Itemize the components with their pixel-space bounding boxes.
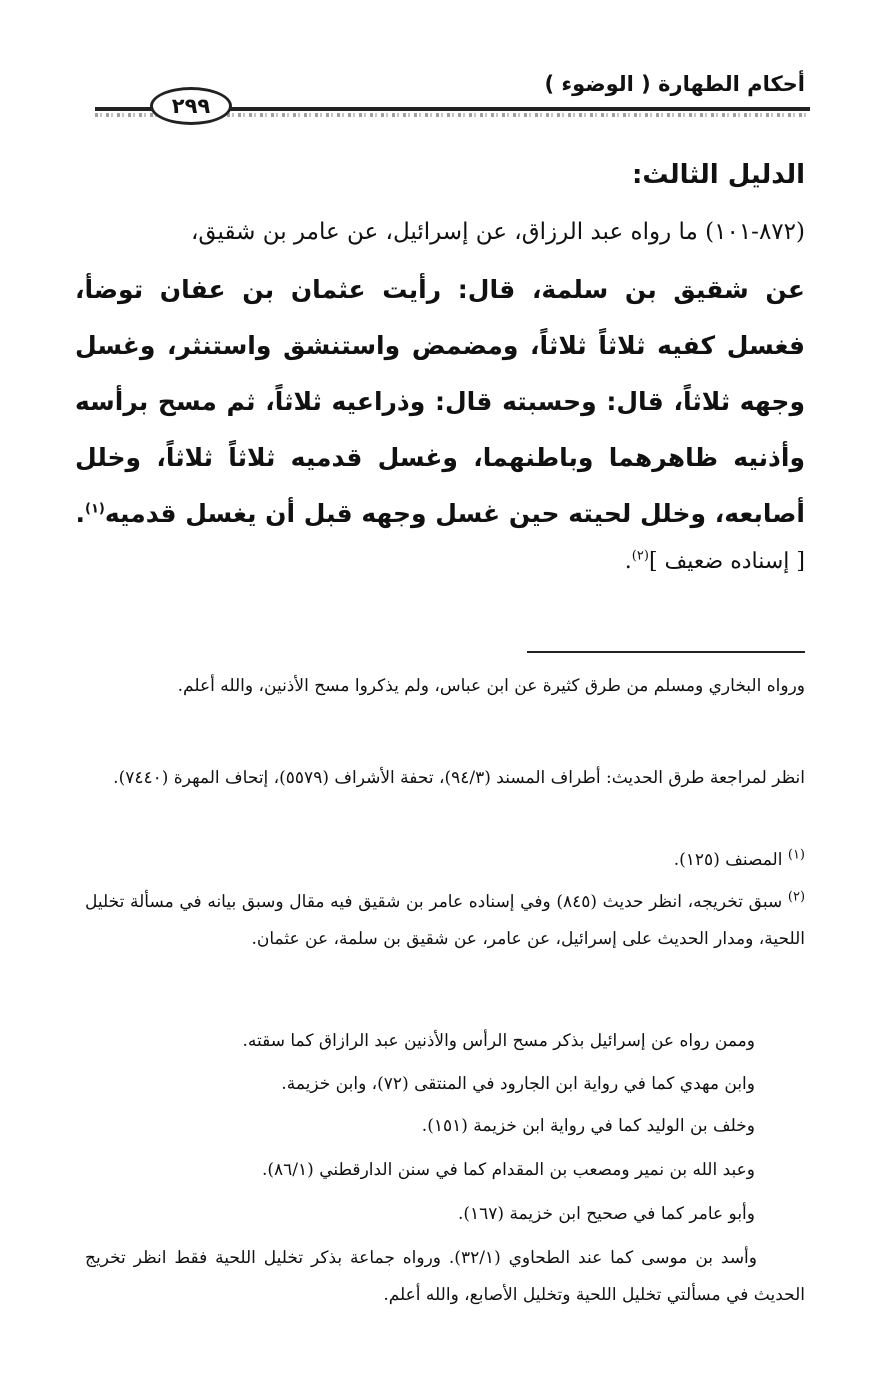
footnote-ref-1: (١) xyxy=(85,501,105,517)
section-heading: الدليل الثالث: xyxy=(631,160,805,190)
footnote-separator xyxy=(527,651,805,653)
footnote-line: وعبد الله بن نمير ومصعب بن المقدام كما في سنن الدارقطني (٨٦/١). xyxy=(261,1160,755,1180)
hadith-end: . xyxy=(75,499,86,528)
hadith-body: عن شقيق بن سلمة، قال: رأيت عثمان بن عفان توضأ، فغسل كفيه ثلاثاً ثلاثاً، ومضمض واستنشق واستنثر، وغسل وجهه ثلاثاً، قال: وحسبته قال: وذراعيه ثلاثاً، ثم مسح برأسه وأذنيه ظاهرهما وباطنهما، وغسل قدميه ثلاثاً ثلاثاً، وخلل أصابعه، وخلل لحيته حين غسل وجهه قبل أن يغسل قدميه xyxy=(75,275,805,528)
isnad-grade xyxy=(75,542,805,582)
footnote-2 xyxy=(85,884,805,958)
grade-end: . xyxy=(624,549,632,574)
page-number: ٢٩٩ xyxy=(171,94,211,118)
footnote-line: وابن مهدي كما في رواية ابن الجارود في المنتقى (٧٢)، وابن خزيمة. xyxy=(281,1074,755,1094)
hadith-text xyxy=(75,262,805,542)
footnote-last-paragraph: وأسد بن موسى كما عند الطحاوي (٣٢/١). ورواه جماعة بذكر تخليل اللحية فقط انظر تخريج الحديث في مسألتي تخليل اللحية وتخليل الأصابع، والله أعلم. xyxy=(85,1248,805,1305)
footnote-carryover-2: انظر لمراجعة طرق الحديث: أطراف المسند (٩٤/٣)، تحفة الأشراف (٥٥٧٩)، إتحاف المهرة (٧٤٤٠). xyxy=(113,768,805,788)
footnote-2-marker: (٢) xyxy=(787,889,806,905)
footnote-1-marker: (١) xyxy=(787,847,805,863)
footnote-carryover-1: ورواه البخاري ومسلم من طرق كثيرة عن ابن عباس، ولم يذكروا مسح الأذنين، والله أعلم. xyxy=(177,676,805,696)
grade-text: [ إسناده ضعيف ] xyxy=(648,549,805,574)
footnote-2-text: سبق تخريجه، انظر حديث (٨٤٥) وفي إسناده عامر بن شقيق فيه مقال وسبق بيانه في مسألة تخليل اللحية، ومدار الحديث على إسرائيل، عن عامر، عن شقيق بن سلمة، عن عثمان. xyxy=(85,892,805,949)
footnote-1-text: المصنف (١٢٥). xyxy=(673,850,783,870)
footnote-ref-2: (٢) xyxy=(631,548,649,564)
book-title: أحكام الطهارة ( الوضوء ) xyxy=(544,72,805,96)
footnote-line: وأبو عامر كما في صحيح ابن خزيمة (١٦٧). xyxy=(457,1204,755,1224)
page-header xyxy=(0,0,873,140)
narration-intro: (٨٧٢-١٠١) ما رواه عبد الرزاق، عن إسرائيل، عن عامر بن شقيق، xyxy=(190,219,805,245)
footnote-line: وخلف بن الوليد كما في رواية ابن خزيمة (١٥١). xyxy=(421,1116,755,1136)
page-number-badge xyxy=(150,87,232,125)
footnote-line: وممن رواه عن إسرائيل بذكر مسح الرأس والأذنين عبد الرازاق كما سقته. xyxy=(242,1031,755,1051)
footnote-1 xyxy=(85,842,805,879)
